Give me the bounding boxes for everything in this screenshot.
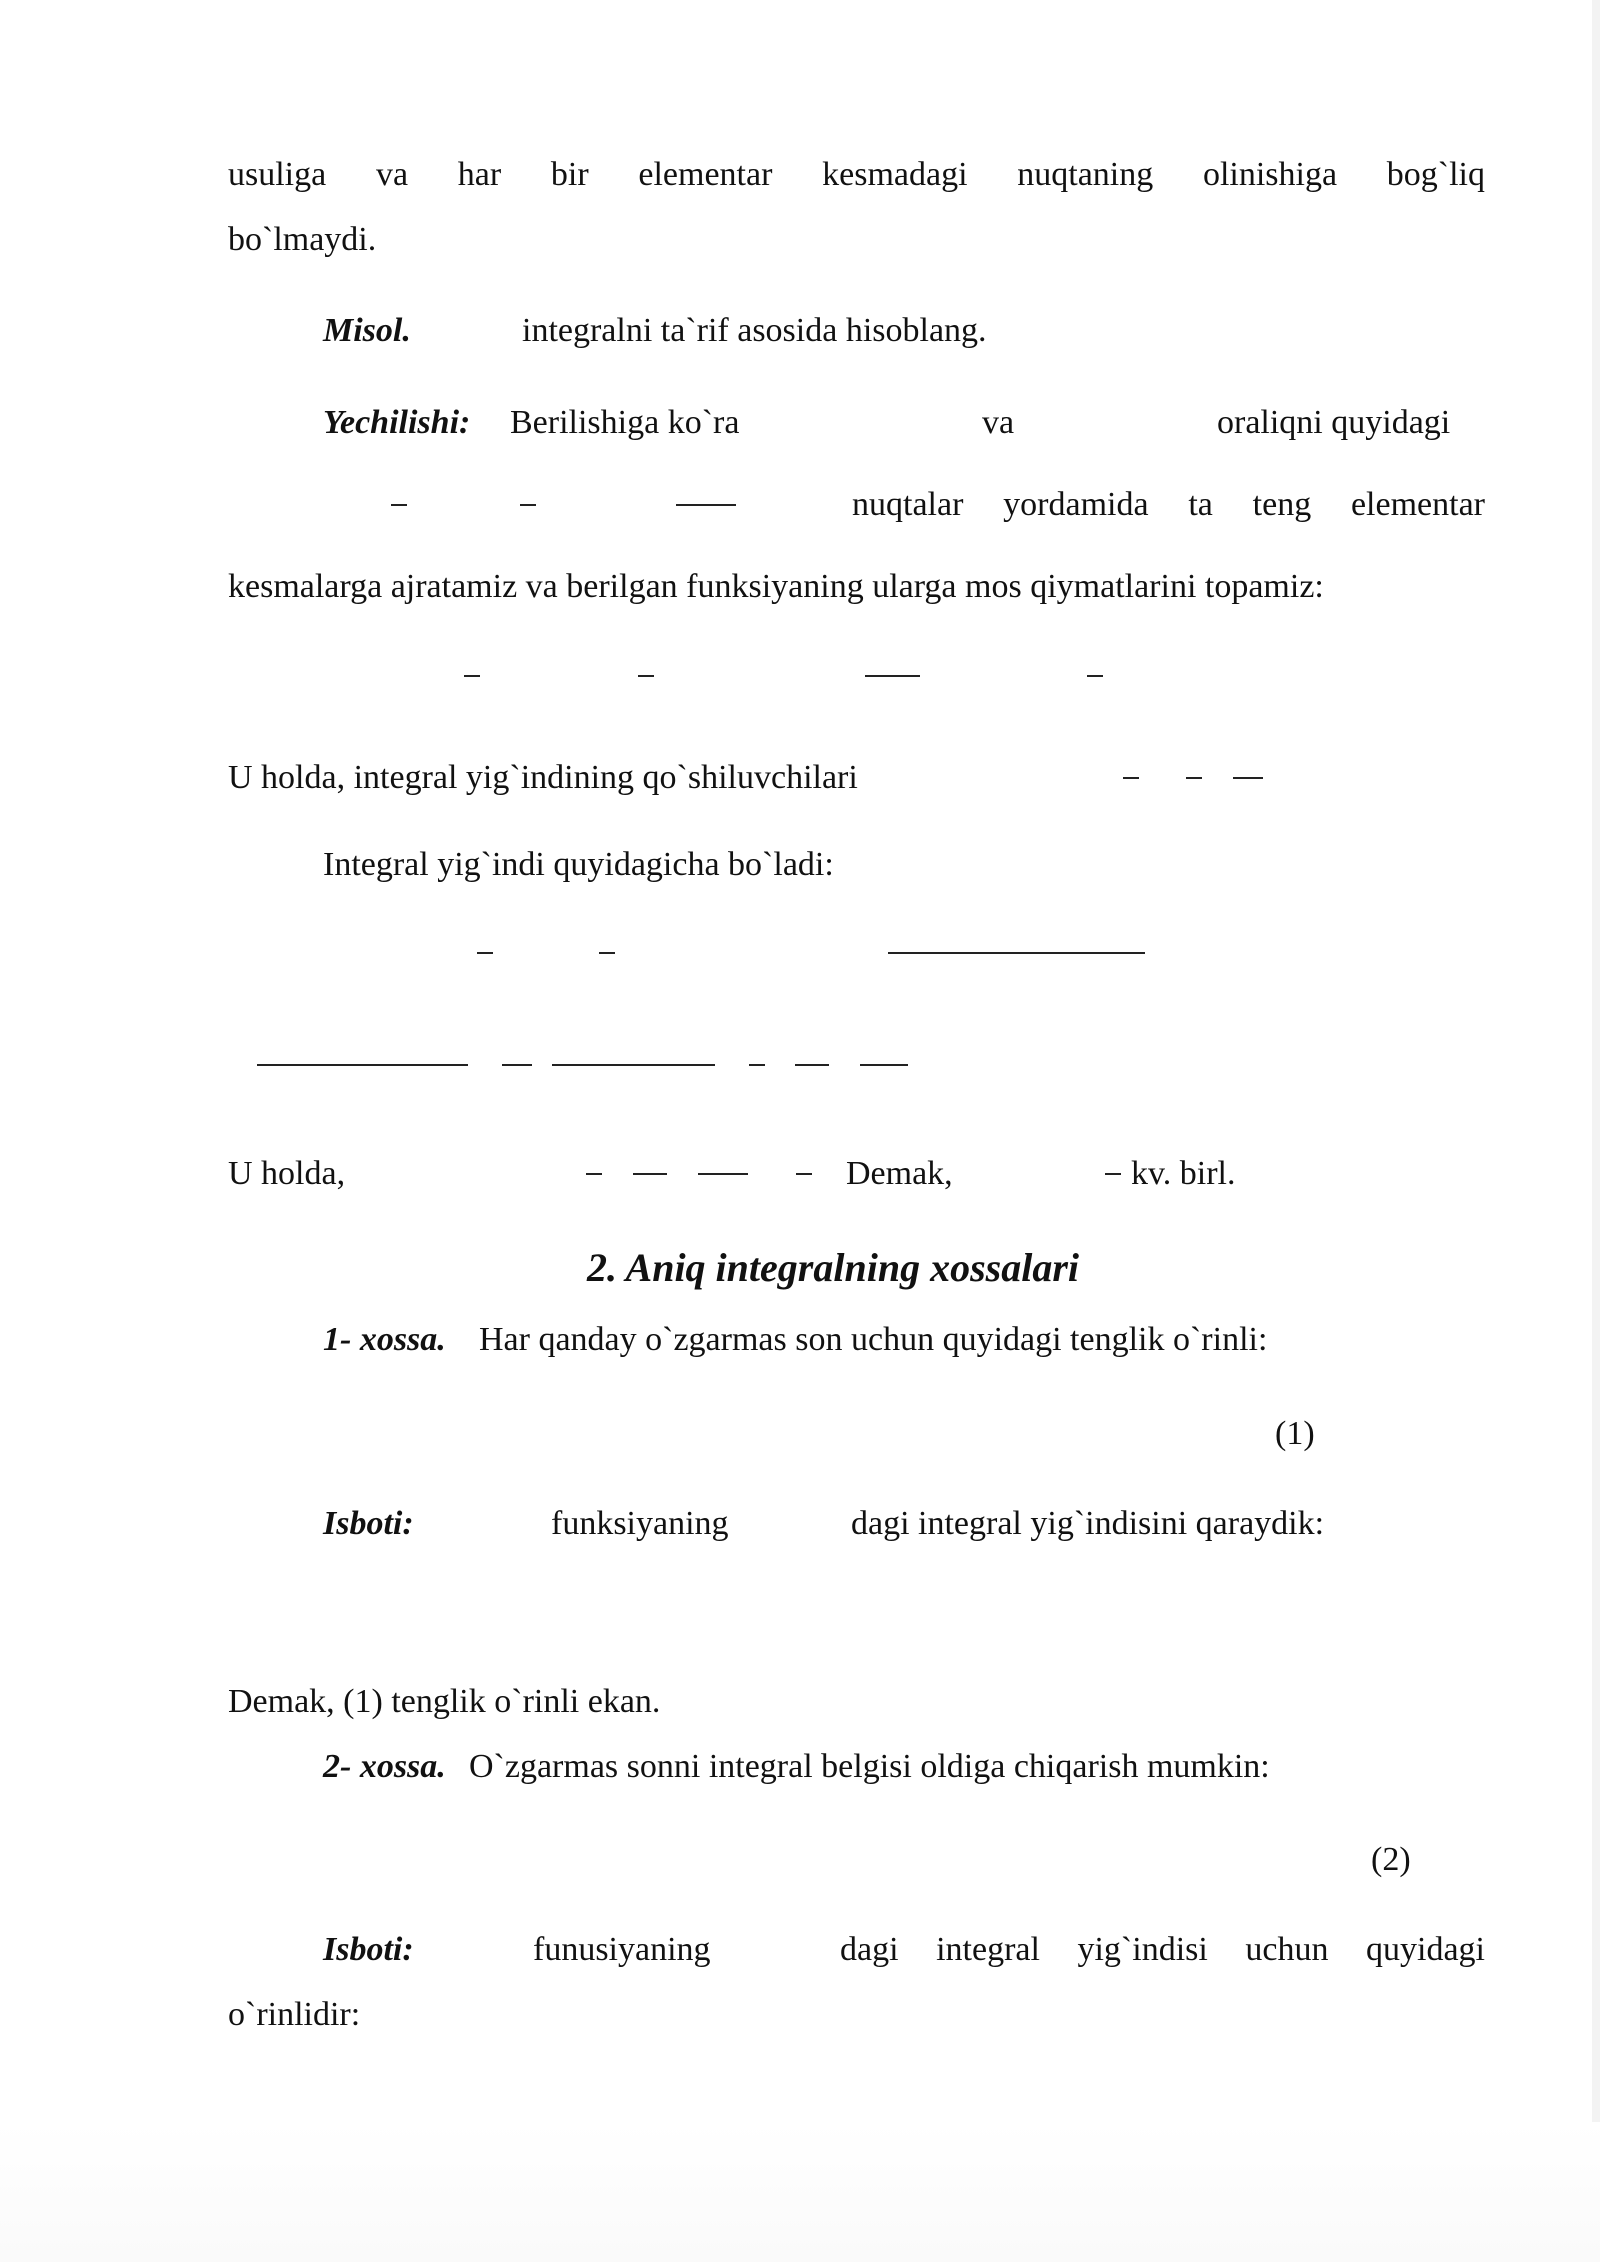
page-bottom-shade xyxy=(0,2122,1600,2262)
fraction-bar xyxy=(888,952,1145,954)
yechilishi-line-2: nuqtalar yordamida ta teng elementar xyxy=(852,486,1485,523)
formula-dash xyxy=(638,675,654,677)
fraction-bar xyxy=(1233,777,1263,779)
formula-dash xyxy=(1123,777,1139,779)
paragraph-line-2: bo`lmaydi. xyxy=(228,221,377,258)
formula-dash xyxy=(1105,1173,1121,1175)
yechilishi-line-3: kesmalarga ajratamiz va berilgan funksiyaning ularga mos qiymatlarini topamiz: xyxy=(228,568,1324,605)
isboti2-part-2: dagi integral yig`indisi uchun quyidagi xyxy=(840,1931,1485,1968)
paragraph-line-1: usuliga va har bir elementar kesmadagi nuqtaning olinishiga bog`liq xyxy=(228,156,1485,193)
fraction-bar xyxy=(795,1064,829,1066)
yechilishi-part-3: oraliqni quyidagi xyxy=(1217,404,1451,441)
formula-dash xyxy=(586,1173,602,1175)
xossa1-conclusion: Demak, (1) tenglik o`rinli ekan. xyxy=(228,1683,661,1720)
fraction-bar xyxy=(633,1173,667,1175)
xossa1-label: 1- xossa. xyxy=(323,1321,446,1358)
fraction-bar xyxy=(698,1173,748,1175)
fraction-bar xyxy=(502,1064,532,1066)
page-edge-shadow xyxy=(1592,0,1600,2262)
fraction-bar xyxy=(860,1064,908,1066)
formula-dash xyxy=(749,1064,765,1066)
uholda-summands-text: U holda, integral yig`indining qo`shiluvchilari xyxy=(228,759,858,796)
formula-dash xyxy=(520,504,536,506)
isboti1-part-1: funksiyaning xyxy=(551,1505,729,1542)
yechilishi-label: Yechilishi: xyxy=(323,404,471,441)
integral-sum-intro: Integral yig`indi quyidagicha bo`ladi: xyxy=(323,846,834,883)
xossa2-text: O`zgarmas sonni integral belgisi oldiga chiqarish mumkin: xyxy=(469,1748,1270,1785)
fraction-bar xyxy=(676,504,736,506)
xossa1-text: Har qanday o`zgarmas son uchun quyidagi tenglik o`rinli: xyxy=(479,1321,1268,1358)
section-title: 2. Aniq integralning xossalari xyxy=(587,1245,1079,1290)
fraction-bar xyxy=(865,675,920,677)
yechilishi-part-1: Berilishiga ko`ra xyxy=(510,404,740,441)
isboti2-last-line: o`rinlidir: xyxy=(228,1996,361,2033)
formula-dash xyxy=(796,1173,812,1175)
fraction-bar xyxy=(257,1064,468,1066)
formula-dash xyxy=(464,675,480,677)
formula-dash xyxy=(599,952,615,954)
uholda-label: U holda, xyxy=(228,1155,346,1192)
formula-dash xyxy=(391,504,407,506)
isboti2-label: Isboti: xyxy=(323,1931,414,1968)
misol-label: Misol. xyxy=(323,312,411,349)
area-result-unit: kv. birl. xyxy=(1131,1155,1236,1192)
formula-dash xyxy=(1186,777,1202,779)
misol-text: integralni ta`rif asosida hisoblang. xyxy=(522,312,987,349)
xossa2-label: 2- xossa. xyxy=(323,1748,446,1785)
formula-dash xyxy=(477,952,493,954)
demak-label: Demak, xyxy=(846,1155,953,1192)
equation-number-1: (1) xyxy=(1275,1415,1315,1452)
equation-number-2: (2) xyxy=(1371,1841,1411,1878)
isboti1-label: Isboti: xyxy=(323,1505,414,1542)
formula-dash xyxy=(1087,675,1103,677)
isboti2-part-1: funusiyaning xyxy=(533,1931,711,1968)
isboti1-part-2: dagi integral yig`indisini qaraydik: xyxy=(851,1505,1325,1542)
fraction-bar xyxy=(552,1064,715,1066)
yechilishi-part-2: va xyxy=(982,404,1015,441)
